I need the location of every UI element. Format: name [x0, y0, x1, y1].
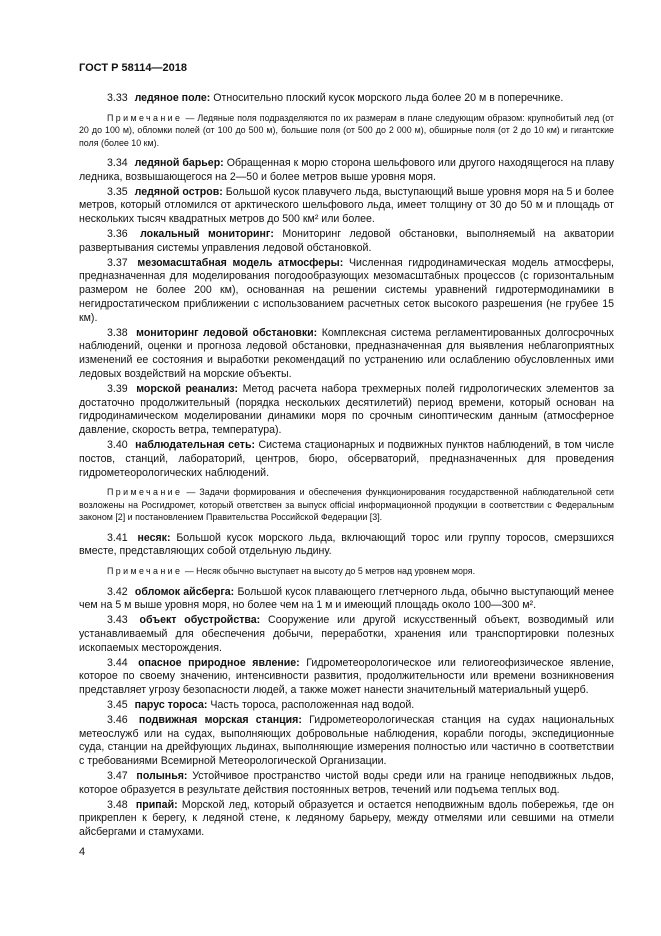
term-entry-3-36	[79, 228, 614, 256]
term-entry-3-46	[79, 714, 614, 769]
term-entry-3-33	[79, 92, 614, 106]
entry-definition: Сооружение или другой искусственный объект, возводимый или устанавливаемый для обеспечения добычи, переработки, хранения или транспортировки полезных ископаемых месторождения.	[79, 614, 614, 654]
entry-term: объект обустройства:	[139, 614, 261, 627]
note-text: — Ледяные поля подразделяются по их размерам в плане следующим образом: крупнобитый лед (от 20 до 100 м), обломки полей (от 100 до 500 м), большие поля (от 500 до 2 000 м), обширные поля (от 2 до 10 км) и гигантские поля (более 10 км).	[79, 112, 614, 148]
entry-number: 3.45	[107, 698, 128, 711]
note-text: — Несяк обычно выступает на высоту до 5 метров над уровнем моря.	[184, 566, 476, 577]
entry-number: 3.39	[107, 382, 128, 395]
entry-term: полынья:	[136, 769, 188, 782]
entry-definition: Большой кусок морского льда, включающий торос или группу торосов, смерзшихся вместе, представляющих собой отдельную льдину.	[79, 531, 614, 558]
entry-number: 3.48	[107, 798, 128, 811]
entry-definition: Морской лед, который образуется и остается неподвижным вдоль побережья, где он прикреплен к берегу, к ледяной стене, к ледяному барьеру, между отмелями или севшими на отмели айсбергами и стамухами.	[79, 798, 614, 839]
entry-number: 3.33	[107, 92, 128, 104]
entry-number: 3.42	[107, 585, 128, 598]
term-entry-3-35	[79, 186, 614, 227]
entry-definition: Система стационарных и подвижных пунктов наблюдений, в том числе постов, станций, лабораторий, центров, бюро, обсерваторий, предназначенных для проведения гидрометеорологических наблюдений.	[79, 438, 614, 479]
entry-term: парус тороса:	[134, 698, 208, 711]
term-entry-3-39	[79, 383, 614, 438]
entry-number: 3.47	[107, 769, 128, 782]
term-entry-3-48	[79, 799, 614, 840]
entry-definition: Гидрометеорологическое или гелиогеофизическое явление, которое по своему значению, интенсивности развития, продолжительности или времени возникновения представляет угрозу безопасности людей, а также может нанести значительный материальный ущерб.	[79, 656, 614, 697]
term-entry-3-45	[79, 699, 614, 713]
term-entry-3-41	[79, 532, 614, 560]
entry-definition: Часть тороса, расположенная над водой.	[210, 698, 415, 711]
entry-term: ледяной остров:	[134, 185, 223, 198]
entry-definition: Обращенная к морю сторона шельфового или другого находящегося на плаву ледника, возвышающегося на 2—50 и более метров выше уровня моря.	[79, 157, 614, 183]
entry-term: локальный мониторинг:	[140, 228, 274, 240]
term-entry-3-40	[79, 439, 614, 480]
entry-term: припай:	[135, 798, 178, 811]
document-header: ГОСТ Р 58114—2018	[79, 62, 187, 74]
entry-definition: Комплексная система регламентированных долгосрочных наблюдений, оценки и прогноза ледовой обстановки, предназначенная для выявления неблагоприятных изменений ее состояния и выработки рекомендаций по устранению или ослаблению обусловленных ими ледовых воздействий на морские объекты.	[79, 326, 614, 380]
note-text: — Задачи формирования и обеспечения функционирования государственной наблюдательной сети возложены на Росгидромет, который ответствен за выпуск official информационной продукции в соответствии с Федеральным законом [2] и постановлением Правительства Российской Федерации [3].	[79, 487, 614, 523]
entry-number: 3.38	[107, 326, 128, 339]
entry-number: 3.35	[107, 185, 128, 198]
page-number: 4	[79, 846, 86, 858]
entry-definition: Метод расчета набора трехмерных полей гидрологических элементов за достаточно продолжительный (порядка нескольких десятилетий) период времени, который основан на гидродинамическом моделировании динамики моря по срочным синоптическим данным (атмосферное давление, скорость ветра, температура).	[79, 382, 614, 437]
note-3-40	[79, 486, 614, 523]
entry-definition: Большой кусок плавающего глетчерного льда, обычно выступающий менее чем на 5 м выше уровня моря, но более чем на 1 м и имеющий площадь около 100—300 м².	[79, 585, 614, 612]
term-entry-3-34	[79, 157, 614, 185]
entry-number: 3.37	[107, 256, 128, 269]
entry-number: 3.43	[107, 614, 128, 627]
term-entry-3-42	[79, 586, 614, 614]
entry-number: 3.36	[107, 228, 128, 240]
entry-term: несяк:	[137, 531, 171, 544]
entry-term: обломок айсберга:	[134, 585, 235, 598]
entry-number: 3.46	[107, 713, 128, 726]
entry-number: 3.34	[107, 157, 128, 170]
entry-term: морской реанализ:	[136, 382, 239, 395]
entry-term: опасное природное явление:	[138, 656, 300, 669]
entry-number: 3.41	[107, 531, 128, 544]
entry-definition: Большой кусок плавучего льда, выступающий выше уровня моря на 5 и более метров, который отломился от арктического шельфового льда, имеет толщину от 30 до 50 м и площадь от нескольких тысяч квадратных метров до 500 км² или более.	[79, 185, 614, 226]
document-body	[79, 92, 614, 841]
term-entry-3-43	[79, 614, 614, 655]
entry-term: мониторинг ледовой обстановки:	[136, 326, 318, 339]
note-label: Примечание	[107, 487, 183, 498]
entry-definition: Устойчивое пространство чистой воды среди или на границе неподвижных льдов, которое образуется в результате действия постоянных ветров, течений или подъема теплых вод.	[79, 769, 614, 796]
entry-term: мезомасштабная модель атмосферы:	[137, 256, 344, 269]
entry-definition: Гидрометеорологическая станция на судах национальных метеослужб или на судах, выполняющих добровольные наблюдения, корабли погоды, экспедиционные суда, станции на дрейфующих льдинах, выполняющие измерения полностью или частично в соответствии с требованиями Всемирной Метеорологической Организации.	[79, 713, 614, 768]
note-3-41	[79, 565, 614, 577]
entry-definition: Мониторинг ледовой обстановки, выполняемый на акватории развертывания системы управления ледовой обстановкой.	[79, 228, 614, 254]
term-entry-3-47	[79, 770, 614, 798]
note-label: Примечание	[107, 112, 183, 123]
entry-term: наблюдательная сеть:	[135, 438, 256, 451]
note-3-33	[79, 112, 614, 149]
term-entry-3-38	[79, 327, 614, 382]
term-entry-3-37	[79, 257, 614, 326]
entry-term: ледяной барьер:	[134, 157, 224, 170]
entry-term: ледяное поле:	[134, 92, 211, 104]
note-label: Примечание	[107, 566, 183, 577]
entry-term: подвижная морская станция:	[138, 713, 302, 726]
entry-number: 3.44	[107, 656, 128, 669]
entry-number: 3.40	[107, 438, 128, 451]
term-entry-3-44	[79, 657, 614, 698]
entry-definition: Численная гидродинамическая модель атмосферы, предназначенная для моделирования погодообразующих мезомасштабных процессов (с горизонтальным размером не более 200 км), основанная на решении системы уравнений гидротермодинамики в негидростатическом приближении с использованием расчетных сеток высокого разрешения (не грубее 15 км).	[79, 256, 615, 324]
entry-definition: Относительно плоский кусок морского льда более 20 м в поперечнике.	[213, 92, 564, 104]
